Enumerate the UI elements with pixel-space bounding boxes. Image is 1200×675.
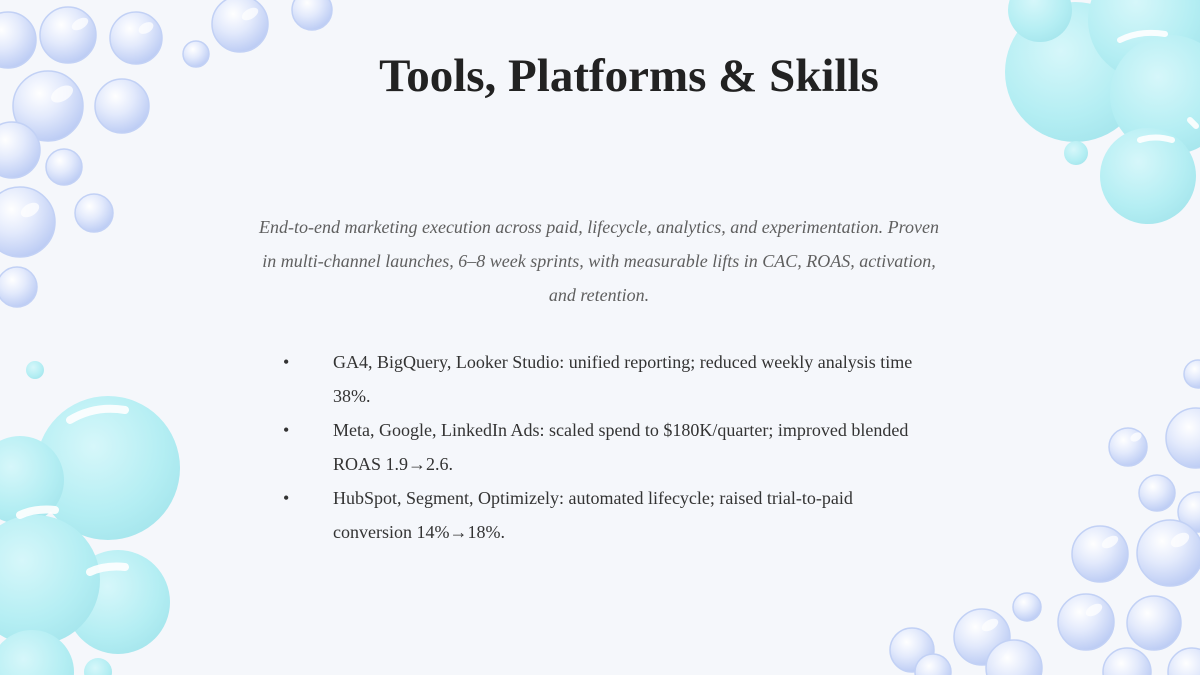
slide-title: Tools, Platforms & Skills: [379, 50, 879, 102]
bullet-icon: •: [283, 488, 290, 508]
bullet-text: HubSpot, Segment, Optimizely: automated lifecycle; raised trial-to-paid conversion 14%→18%.: [333, 488, 853, 542]
bullet-text: GA4, BigQuery, Looker Studio: unified reporting; reduced weekly analysis time 38%.: [333, 352, 913, 406]
bullet-icon: •: [283, 352, 290, 372]
list-item: [283, 345, 923, 413]
bullet-icon: •: [283, 420, 290, 440]
bullet-list: [283, 345, 923, 549]
list-item: [283, 481, 923, 549]
list-item: [283, 413, 923, 481]
intro-paragraph: End-to-end marketing execution across paid, lifecycle, analytics, and experimentation. Proven in multi-channel launches, 6–8 week sprints, with measurable lifts in CAC, ROAS, activation, and retention.: [259, 217, 939, 305]
bullet-text: Meta, Google, LinkedIn Ads: scaled spend to $180K/quarter; improved blended ROAS 1.9→2.6.: [333, 420, 909, 474]
